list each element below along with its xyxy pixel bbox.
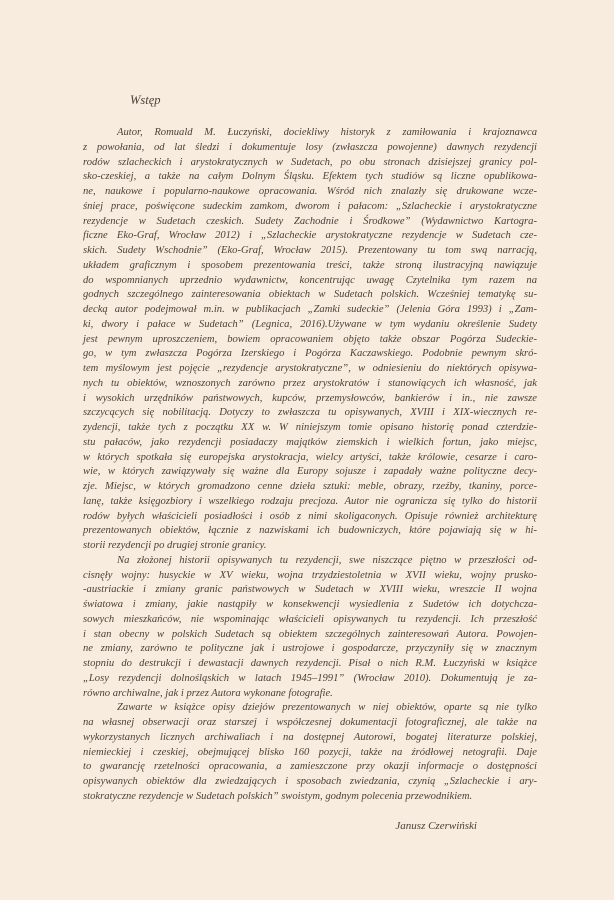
text-line: do wspomnianych uprzednio wydawnictw, koncentrując uwagę Czytelnika tym razem na bbox=[83, 274, 537, 286]
text-line: zydencji, także tych z początku XX w. W niniejszym tomie opisano historię ponad czterdzie- bbox=[83, 422, 537, 433]
text-line: -austriackie i zmiany granic państwowych w Sudetach w XVIII wieku, wreszcie II wojna bbox=[83, 584, 537, 596]
text-line: nych tu obiektów, wznoszonych zarówno przez arystokratów i stanowiących ich własność, jak bbox=[83, 377, 537, 389]
text-line: rezydencje w Sudetach czeskich. Sudety Zachodnie i Środkowe” (Wydawnictwo Kartogra- bbox=[83, 215, 537, 227]
text-line: jest pewnym uproszczeniem, bowiem opracowaniem objęto także obszar Pogórza Sudeckie- bbox=[83, 333, 537, 345]
text-line: sko-czeskiej, a także na całym Dolnym Śląsku. Efektem tych studiów są liczne opublikowa- bbox=[83, 171, 537, 183]
text-line: szczycących się nobilitacją. Dotyczy to zwłaszcza tu opisywanych, XVIII i XIX-wiecznych re- bbox=[83, 407, 537, 419]
text-line: ne, naukowe i popularno-naukowe opracowania. Wśród nich znalazły się drukowane wcze- bbox=[83, 186, 537, 197]
text-line: stopniu do destrukcji i dewastacji dawnych rezydencji. Pisał o nich R.M. Łuczyński w książce bbox=[83, 658, 537, 669]
text-line: wykorzystanych licznych archiwaliach i na dostępnej Autorowi, bogatej literaturze polskiej, bbox=[83, 731, 537, 743]
text-line: tem myślowym jest pojęcie „rezydencje arystokratyczne”, w odniesieniu do niektórych opisywa- bbox=[83, 363, 537, 374]
text-line: decką autor podejmował m.in. w publikacjach „Zamki sudeckie” (Jelenia Góra 1993) i „Zam- bbox=[83, 304, 537, 315]
text-line: skich. Sudety Wschodnie” (Eko-Graf, Wrocław 2015). Prezentowany tu tom swą narracją, bbox=[83, 245, 537, 256]
text-line: Na złożonej historii opisywanych tu rezydencji, swe niszczące piętno w przeszłości od- bbox=[117, 554, 537, 566]
text-line: wie, w których zawiązywały się ważne dla Europy sojusze i zapadały ważne polityczne decy- bbox=[83, 466, 537, 478]
text-line: opisywanych obiektów dla zwiedzających i sposobach zwiedzania, czynią „Szlacheckie i ary- bbox=[83, 776, 537, 787]
text-line: rodów byłych właścicieli posiadłości i osób z nimi skoligaconych. Opisuje również architekturę bbox=[83, 510, 537, 522]
text-line: rodów szlacheckich i arystokratycznych w Sudetach, po obu stronach dzisiejszej granicy pol- bbox=[83, 156, 537, 168]
text-line: i stan obecny w polskich Sudetach są obiektem szczególnych zainteresowań Autora. Powojen- bbox=[83, 628, 537, 640]
text-line: prezentowanych obiektów, łącznie z nazwiskami ich budowniczych, które pojawiają się w hi- bbox=[83, 525, 537, 537]
chapter-title: Wstęp bbox=[130, 93, 161, 107]
text-line: „Losy rezydencji dolnośląskich w latach 1945–1991” (Wrocław 2010). Dokumentują je za- bbox=[83, 672, 537, 684]
text-line: cisnęły wojny: husyckie w XV wieku, wojna trzydziestoletnia w XVII wieku, wojny prusko- bbox=[83, 569, 537, 581]
text-line: niemieckiej i czeskiej, obejmującej blisko 160 pozycji, także na źródłowej netografii. Daje bbox=[83, 746, 537, 758]
text-line: zje. Miejsc, w których gromadzono cenne dzieła sztuki: meble, obrazy, rzeźby, tkaniny, porce- bbox=[83, 481, 537, 492]
text-line: ficzne Eko-Graf, Wrocław 2012) i „Szlacheckie arystokratyczne rezydencje w Sudetach cze- bbox=[83, 230, 537, 242]
text-line: Autor, Romuald M. Łuczyński, dociekliwy historyk z zamiłowania i krajoznawca bbox=[117, 127, 537, 138]
text-line: to gwarancję rzetelności opracowania, a zamieszczone przy okazji informacje o dostępności bbox=[83, 761, 537, 773]
text-line: układem graficznym i sposobem prezentowania treści, także stroną ilustracyjną nawiązuje bbox=[83, 259, 537, 271]
text-line: sowych mieszkańców, nie wspominając właścicieli opisywanych tu rezydencji. Ich przeszłość bbox=[83, 613, 537, 625]
text-line: ki, dwory i pałace w Sudetach” (Legnica, 2016).Używane w tym wydaniu określenie Sudety bbox=[83, 318, 537, 330]
text-line: godnych szczególnego zainteresowania obiektach w Sudetach polskich. Wcześniej tematykę su- bbox=[83, 289, 537, 301]
text-line: w których spotkała się europejska arystokracja, wielcy artyści, także królowie, cesarze i caro- bbox=[83, 451, 537, 463]
text-line: śniej prace, poświęcone sudeckim zamkom, dworom i pałacom: „Szlacheckie i arystokratyczne bbox=[83, 200, 537, 212]
text-line: z powołania, od lat śledzi i dokumentuje losy (zwłaszcza powojenne) dawnych rezydencji bbox=[83, 141, 537, 153]
signature: Janusz Czerwiński bbox=[395, 820, 477, 832]
body-text bbox=[83, 126, 537, 805]
text-line: storii rezydencji po drugiej stronie granicy. bbox=[83, 540, 267, 551]
text-line: na własnej obserwacji oraz starszej i współczesnej dokumentacji fotograficznej, ale także na bbox=[83, 717, 537, 728]
text-line: światowa i zmiany, jakie nastąpiły w konsekwencji wysiedlenia z Sudetów ich dotychcza- bbox=[83, 599, 537, 610]
text-line: Zawarte w książce opisy dziejów prezentowanych w niej obiektów, oparte są nie tylko bbox=[117, 702, 537, 714]
text-line: stu pałaców, jako rezydencji posiadaczy majątków ziemskich i wielkich fortun, jako miejsc, bbox=[83, 436, 537, 448]
text-line: go, w tym zwłaszcza Pogórza Izerskiego i Pogórza Kaczawskiego. Podobnie pewnym skró- bbox=[83, 348, 537, 360]
text-line: i wysokich urzędników państwowych, kupców, przemysłowców, bankierów i in., nie zawsze bbox=[83, 392, 537, 404]
text-line: lanę, także księgozbiory i wszelkiego rodzaju precjoza. Autor nie ogranicza się tylko do historii bbox=[83, 495, 537, 507]
text-line: stokratyczne rezydencje w Sudetach polskich” swoistym, godnym polecenia przewodnikiem. bbox=[83, 790, 473, 802]
text-line: równo archiwalne, jak i przez Autora wykonane fotografie. bbox=[83, 687, 333, 699]
text-line: ne zmiany, zarówno te polityczne jak i ustrojowe i gospodarcze, przyczyniły się w znacznym bbox=[83, 643, 537, 655]
